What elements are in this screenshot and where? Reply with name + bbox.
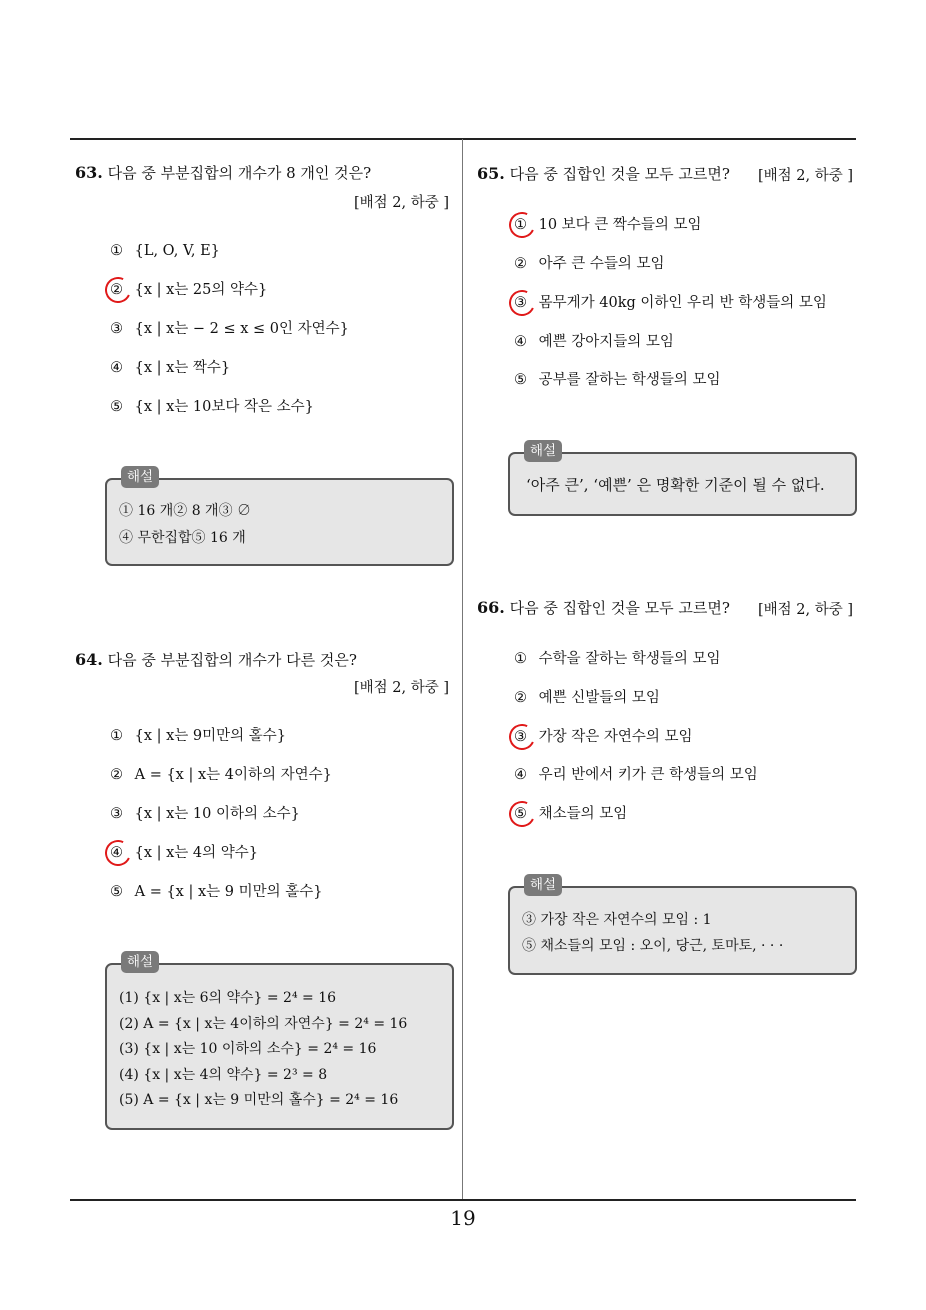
choice-mark: ② — [110, 278, 130, 302]
explanation-line: ‘아주 큰’, ‘예쁜’ 은 명확한 기준이 될 수 없다. — [526, 476, 825, 494]
question-number: 63. — [75, 163, 103, 182]
question-65-header — [477, 163, 730, 184]
choice-mark: ⑤ — [514, 372, 527, 388]
explanation-box — [105, 469, 454, 566]
bottom-rule — [70, 1199, 856, 1201]
explanation-line: ⑤ 채소들의 모임 : 오이, 당근, 토마토, · · · — [522, 938, 784, 954]
choice-1[interactable] — [514, 647, 721, 671]
explanation-line: (4) {x | x는 4의 약수} = 2³ = 8 — [119, 1067, 328, 1083]
choice-text: 몸무게가 40kg 이하인 우리 반 학생들의 모임 — [538, 295, 827, 311]
choice-mark: ④ — [514, 767, 527, 783]
choice-5[interactable] — [110, 880, 322, 904]
question-score: [배점 2, 하중 ] — [353, 680, 449, 696]
question-score: [배점 2, 하중 ] — [757, 168, 853, 184]
choice-mark: ① — [110, 728, 123, 744]
choice-text: 가장 작은 자연수의 모임 — [538, 729, 693, 745]
choice-5[interactable] — [514, 368, 721, 392]
explanation-box — [508, 877, 857, 975]
explanation-box — [105, 954, 454, 1130]
question-text: 다음 중 집합인 것을 모두 고르면? — [509, 165, 730, 183]
top-rule — [70, 138, 856, 140]
question-63-header — [75, 162, 371, 183]
choice-text: 채소들의 모임 — [538, 806, 628, 822]
choice-text: 수학을 잘하는 학생들의 모임 — [538, 651, 721, 667]
explanation-box — [508, 443, 857, 516]
question-score: [배점 2, 하중 ] — [353, 195, 449, 211]
question-text: 다음 중 부분집합의 개수가 다른 것은? — [107, 651, 357, 669]
question-text: 다음 중 부분집합의 개수가 8 개인 것은? — [107, 164, 372, 182]
choice-text: 예쁜 신발들의 모임 — [538, 690, 660, 706]
choice-text: 아주 큰 수들의 모임 — [538, 256, 665, 272]
choice-text: {x | x는 − 2 ≤ x ≤ 0인 자연수} — [134, 321, 349, 337]
choice-mark: ② — [110, 767, 123, 783]
choice-mark: ① — [110, 243, 123, 259]
explanation-line: (5) A = {x | x는 9 미만의 홀수} = 2⁴ = 16 — [119, 1092, 399, 1108]
choice-mark: ③ — [514, 291, 534, 315]
choice-mark: ④ — [110, 360, 123, 376]
choice-text: A = {x | x는 9 미만의 홀수} — [134, 884, 323, 900]
choice-text: {x | x는 10 이하의 소수} — [134, 806, 300, 822]
choice-3-correct[interactable] — [514, 725, 693, 749]
choice-1[interactable] — [110, 724, 286, 748]
question-number: 66. — [477, 598, 505, 617]
page-number: 19 — [450, 1206, 476, 1230]
choice-5[interactable] — [110, 395, 314, 419]
question-66-header — [477, 597, 730, 618]
choice-4[interactable] — [514, 330, 674, 354]
choice-2[interactable] — [514, 252, 665, 276]
choice-1-correct[interactable] — [514, 213, 702, 237]
explanation-tag: 해설 — [524, 440, 562, 462]
choice-text: 10 보다 큰 짝수들의 모임 — [538, 217, 702, 233]
choice-text: {x | x는 4의 약수} — [134, 845, 258, 861]
choice-4-correct[interactable] — [110, 841, 258, 865]
explanation-tag: 해설 — [524, 874, 562, 896]
choice-3[interactable] — [110, 802, 300, 826]
column-divider — [462, 139, 463, 1201]
explanation-line: ④ 무한집합⑤ 16 개 — [119, 530, 246, 546]
choice-mark: ② — [514, 690, 527, 706]
question-number: 65. — [477, 164, 505, 183]
choice-mark: ③ — [110, 321, 123, 337]
choice-text: {x | x는 9미만의 홀수} — [134, 728, 287, 744]
choice-text: 공부를 잘하는 학생들의 모임 — [538, 372, 721, 388]
choice-5-correct[interactable] — [514, 802, 627, 826]
choice-1[interactable] — [110, 239, 220, 263]
choice-mark: ⑤ — [110, 399, 123, 415]
choice-3-correct[interactable] — [514, 291, 827, 315]
choice-text: 예쁜 강아지들의 모임 — [538, 334, 674, 350]
explanation-line: (1) {x | x는 6의 약수} = 2⁴ = 16 — [119, 990, 337, 1006]
choice-2[interactable] — [110, 763, 332, 787]
explanation-line: ③ 가장 작은 자연수의 모임 : 1 — [522, 912, 712, 928]
choice-mark: ② — [514, 256, 527, 272]
explanation-line: (3) {x | x는 10 이하의 소수} = 2⁴ = 16 — [119, 1041, 377, 1057]
choice-text: {L, O, V, E} — [134, 243, 220, 259]
choice-4[interactable] — [514, 763, 758, 787]
choice-mark: ④ — [110, 841, 130, 865]
choice-mark: ③ — [514, 725, 534, 749]
choice-text: A = {x | x는 4이하의 자연수} — [134, 767, 332, 783]
question-text: 다음 중 집합인 것을 모두 고르면? — [509, 599, 730, 617]
choice-text: {x | x는 10보다 작은 소수} — [134, 399, 314, 415]
choice-mark: ③ — [110, 806, 123, 822]
explanation-line: (2) A = {x | x는 4이하의 자연수} = 2⁴ = 16 — [119, 1016, 408, 1032]
explanation-tag: 해설 — [121, 466, 159, 488]
choice-3[interactable] — [110, 317, 349, 341]
choice-text: 우리 반에서 키가 큰 학생들의 모임 — [538, 767, 758, 783]
choice-2[interactable] — [514, 686, 660, 710]
question-number: 64. — [75, 650, 103, 669]
choice-mark: ⑤ — [110, 884, 123, 900]
explanation-tag: 해설 — [121, 951, 159, 973]
choice-2-correct[interactable] — [110, 278, 267, 302]
explanation-line: ① 16 개② 8 개③ ∅ — [119, 503, 252, 519]
choice-mark: ① — [514, 651, 527, 667]
choice-text: {x | x는 짝수} — [134, 360, 231, 376]
choice-mark: ⑤ — [514, 802, 534, 826]
choice-text: {x | x는 25의 약수} — [134, 282, 268, 298]
question-score: [배점 2, 하중 ] — [757, 602, 853, 618]
choice-mark: ① — [514, 213, 534, 237]
question-64-header — [75, 649, 357, 670]
choice-4[interactable] — [110, 356, 230, 380]
choice-mark: ④ — [514, 334, 527, 350]
